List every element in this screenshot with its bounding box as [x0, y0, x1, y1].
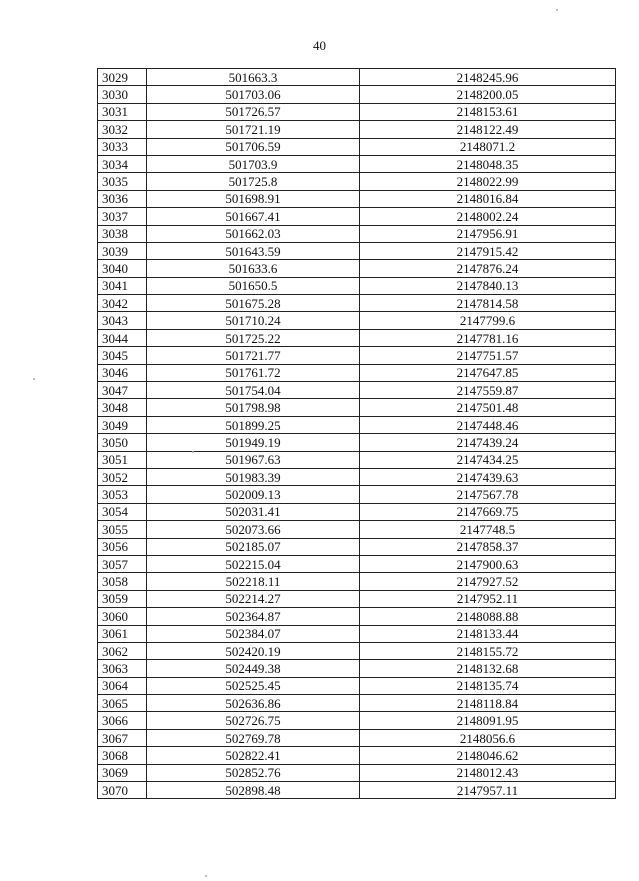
- point-number-cell: 3048: [98, 399, 147, 416]
- point-number-cell: 3054: [98, 503, 147, 520]
- x-coordinate-cell: 502822.41: [147, 747, 360, 764]
- point-number-cell: 3064: [98, 677, 147, 694]
- point-number-cell: 3039: [98, 242, 147, 259]
- x-coordinate-cell: 501710.24: [147, 312, 360, 329]
- y-coordinate-cell: 2148088.88: [360, 608, 616, 625]
- y-coordinate-cell: 2147952.11: [360, 590, 616, 607]
- scan-speck: [205, 875, 207, 877]
- table-row: [98, 242, 616, 259]
- table-row: [98, 468, 616, 485]
- point-number-cell: 3042: [98, 295, 147, 312]
- table-row: [98, 329, 616, 346]
- scan-speck: [192, 451, 194, 453]
- table-row: [98, 695, 616, 712]
- point-number-cell: 3045: [98, 347, 147, 364]
- point-number-cell: 3056: [98, 538, 147, 555]
- table-row: [98, 729, 616, 746]
- y-coordinate-cell: 2147751.57: [360, 347, 616, 364]
- point-number-cell: 3043: [98, 312, 147, 329]
- x-coordinate-cell: 502726.75: [147, 712, 360, 729]
- scan-speck: [33, 378, 35, 380]
- table-row: [98, 677, 616, 694]
- table-row: [98, 364, 616, 381]
- y-coordinate-cell: 2147434.25: [360, 451, 616, 468]
- table-row: [98, 69, 616, 86]
- point-number-cell: 3059: [98, 590, 147, 607]
- x-coordinate-cell: 502215.04: [147, 555, 360, 572]
- x-coordinate-cell: 502852.76: [147, 764, 360, 781]
- point-number-cell: 3065: [98, 695, 147, 712]
- y-coordinate-cell: 2147814.58: [360, 295, 616, 312]
- table-row: [98, 399, 616, 416]
- point-number-cell: 3061: [98, 625, 147, 642]
- table-row: [98, 590, 616, 607]
- point-number-cell: 3036: [98, 190, 147, 207]
- x-coordinate-cell: 501663.3: [147, 69, 360, 86]
- table-row: [98, 573, 616, 590]
- x-coordinate-cell: 501798.98: [147, 399, 360, 416]
- x-coordinate-cell: 501667.41: [147, 208, 360, 225]
- y-coordinate-cell: 2147781.16: [360, 329, 616, 346]
- y-coordinate-cell: 2147799.6: [360, 312, 616, 329]
- x-coordinate-cell: 501761.72: [147, 364, 360, 381]
- point-number-cell: 3051: [98, 451, 147, 468]
- x-coordinate-cell: 502364.87: [147, 608, 360, 625]
- point-number-cell: 3050: [98, 434, 147, 451]
- point-number-cell: 3033: [98, 138, 147, 155]
- table-row: [98, 521, 616, 538]
- y-coordinate-cell: 2147501.48: [360, 399, 616, 416]
- table-row: [98, 451, 616, 468]
- y-coordinate-cell: 2148118.84: [360, 695, 616, 712]
- x-coordinate-cell: 502769.78: [147, 729, 360, 746]
- point-number-cell: 3047: [98, 382, 147, 399]
- table-row: [98, 642, 616, 659]
- y-coordinate-cell: 2147858.37: [360, 538, 616, 555]
- point-number-cell: 3035: [98, 173, 147, 190]
- point-number-cell: 3068: [98, 747, 147, 764]
- table-row: [98, 555, 616, 572]
- table-row: [98, 416, 616, 433]
- x-coordinate-cell: 502214.27: [147, 590, 360, 607]
- point-number-cell: 3049: [98, 416, 147, 433]
- x-coordinate-cell: 501675.28: [147, 295, 360, 312]
- y-coordinate-cell: 2147900.63: [360, 555, 616, 572]
- point-number-cell: 3040: [98, 260, 147, 277]
- y-coordinate-cell: 2148048.35: [360, 155, 616, 172]
- point-number-cell: 3038: [98, 225, 147, 242]
- table-row: [98, 103, 616, 120]
- point-number-cell: 3057: [98, 555, 147, 572]
- table-row: [98, 225, 616, 242]
- y-coordinate-cell: 2147956.91: [360, 225, 616, 242]
- x-coordinate-cell: 501983.39: [147, 468, 360, 485]
- y-coordinate-cell: 2148012.43: [360, 764, 616, 781]
- point-number-cell: 3030: [98, 86, 147, 103]
- table-row: [98, 712, 616, 729]
- x-coordinate-cell: 501726.57: [147, 103, 360, 120]
- table-row: [98, 121, 616, 138]
- table-row: [98, 155, 616, 172]
- x-coordinate-cell: 501633.6: [147, 260, 360, 277]
- y-coordinate-cell: 2148200.05: [360, 86, 616, 103]
- x-coordinate-cell: 501703.06: [147, 86, 360, 103]
- table-row: [98, 208, 616, 225]
- y-coordinate-cell: 2147439.63: [360, 468, 616, 485]
- point-number-cell: 3044: [98, 329, 147, 346]
- y-coordinate-cell: 2147840.13: [360, 277, 616, 294]
- y-coordinate-cell: 2148122.49: [360, 121, 616, 138]
- x-coordinate-cell: 501754.04: [147, 382, 360, 399]
- scan-speck: [556, 9, 558, 11]
- y-coordinate-cell: 2148135.74: [360, 677, 616, 694]
- table-row: [98, 747, 616, 764]
- y-coordinate-cell: 2148056.6: [360, 729, 616, 746]
- point-number-cell: 3060: [98, 608, 147, 625]
- y-coordinate-cell: 2148071.2: [360, 138, 616, 155]
- x-coordinate-cell: 501706.59: [147, 138, 360, 155]
- table-row: [98, 608, 616, 625]
- table-row: [98, 782, 616, 799]
- point-number-cell: 3062: [98, 642, 147, 659]
- x-coordinate-cell: 502898.48: [147, 782, 360, 799]
- y-coordinate-cell: 2148091.95: [360, 712, 616, 729]
- point-number-cell: 3034: [98, 155, 147, 172]
- table-row: [98, 764, 616, 781]
- table-row: [98, 173, 616, 190]
- x-coordinate-cell: 501725.22: [147, 329, 360, 346]
- y-coordinate-cell: 2147439.24: [360, 434, 616, 451]
- table-row: [98, 434, 616, 451]
- table-row: [98, 486, 616, 503]
- table-row: [98, 277, 616, 294]
- x-coordinate-cell: 502420.19: [147, 642, 360, 659]
- table-row: [98, 312, 616, 329]
- point-number-cell: 3069: [98, 764, 147, 781]
- y-coordinate-cell: 2147957.11: [360, 782, 616, 799]
- table-row: [98, 503, 616, 520]
- x-coordinate-cell: 502525.45: [147, 677, 360, 694]
- x-coordinate-cell: 501721.19: [147, 121, 360, 138]
- table-row: [98, 538, 616, 555]
- point-number-cell: 3037: [98, 208, 147, 225]
- y-coordinate-cell: 2147915.42: [360, 242, 616, 259]
- x-coordinate-cell: 501662.03: [147, 225, 360, 242]
- point-number-cell: 3046: [98, 364, 147, 381]
- x-coordinate-cell: 501643.59: [147, 242, 360, 259]
- point-number-cell: 3032: [98, 121, 147, 138]
- x-coordinate-cell: 502009.13: [147, 486, 360, 503]
- table-row: [98, 347, 616, 364]
- y-coordinate-cell: 2147448.46: [360, 416, 616, 433]
- point-number-cell: 3041: [98, 277, 147, 294]
- y-coordinate-cell: 2148022.99: [360, 173, 616, 190]
- point-number-cell: 3031: [98, 103, 147, 120]
- coordinates-table: [97, 68, 616, 799]
- x-coordinate-cell: 502218.11: [147, 573, 360, 590]
- table-row: [98, 86, 616, 103]
- y-coordinate-cell: 2147927.52: [360, 573, 616, 590]
- y-coordinate-cell: 2148245.96: [360, 69, 616, 86]
- y-coordinate-cell: 2147876.24: [360, 260, 616, 277]
- x-coordinate-cell: 502185.07: [147, 538, 360, 555]
- point-number-cell: 3070: [98, 782, 147, 799]
- x-coordinate-cell: 501721.77: [147, 347, 360, 364]
- y-coordinate-cell: 2147669.75: [360, 503, 616, 520]
- x-coordinate-cell: 501899.25: [147, 416, 360, 433]
- y-coordinate-cell: 2147559.87: [360, 382, 616, 399]
- y-coordinate-cell: 2147647.85: [360, 364, 616, 381]
- table-row: [98, 382, 616, 399]
- y-coordinate-cell: 2148153.61: [360, 103, 616, 120]
- y-coordinate-cell: 2147567.78: [360, 486, 616, 503]
- x-coordinate-cell: 502449.38: [147, 660, 360, 677]
- table-row: [98, 138, 616, 155]
- x-coordinate-cell: 502384.07: [147, 625, 360, 642]
- y-coordinate-cell: 2148016.84: [360, 190, 616, 207]
- x-coordinate-cell: 501698.91: [147, 190, 360, 207]
- point-number-cell: 3029: [98, 69, 147, 86]
- x-coordinate-cell: 501703.9: [147, 155, 360, 172]
- point-number-cell: 3055: [98, 521, 147, 538]
- x-coordinate-cell: 502636.86: [147, 695, 360, 712]
- x-coordinate-cell: 501967.63: [147, 451, 360, 468]
- page-number: 40: [313, 38, 326, 53]
- point-number-cell: 3052: [98, 468, 147, 485]
- point-number-cell: 3053: [98, 486, 147, 503]
- point-number-cell: 3063: [98, 660, 147, 677]
- y-coordinate-cell: 2147748.5: [360, 521, 616, 538]
- table-row: [98, 625, 616, 642]
- y-coordinate-cell: 2148132.68: [360, 660, 616, 677]
- y-coordinate-cell: 2148155.72: [360, 642, 616, 659]
- point-number-cell: 3058: [98, 573, 147, 590]
- coordinates-table-body: [98, 69, 616, 799]
- table-row: [98, 660, 616, 677]
- x-coordinate-cell: 502031.41: [147, 503, 360, 520]
- point-number-cell: 3066: [98, 712, 147, 729]
- table-row: [98, 260, 616, 277]
- table-row: [98, 295, 616, 312]
- y-coordinate-cell: 2148002.24: [360, 208, 616, 225]
- x-coordinate-cell: 501650.5: [147, 277, 360, 294]
- point-number-cell: 3067: [98, 729, 147, 746]
- table-row: [98, 190, 616, 207]
- y-coordinate-cell: 2148133.44: [360, 625, 616, 642]
- y-coordinate-cell: 2148046.62: [360, 747, 616, 764]
- x-coordinate-cell: 501725.8: [147, 173, 360, 190]
- x-coordinate-cell: 502073.66: [147, 521, 360, 538]
- x-coordinate-cell: 501949.19: [147, 434, 360, 451]
